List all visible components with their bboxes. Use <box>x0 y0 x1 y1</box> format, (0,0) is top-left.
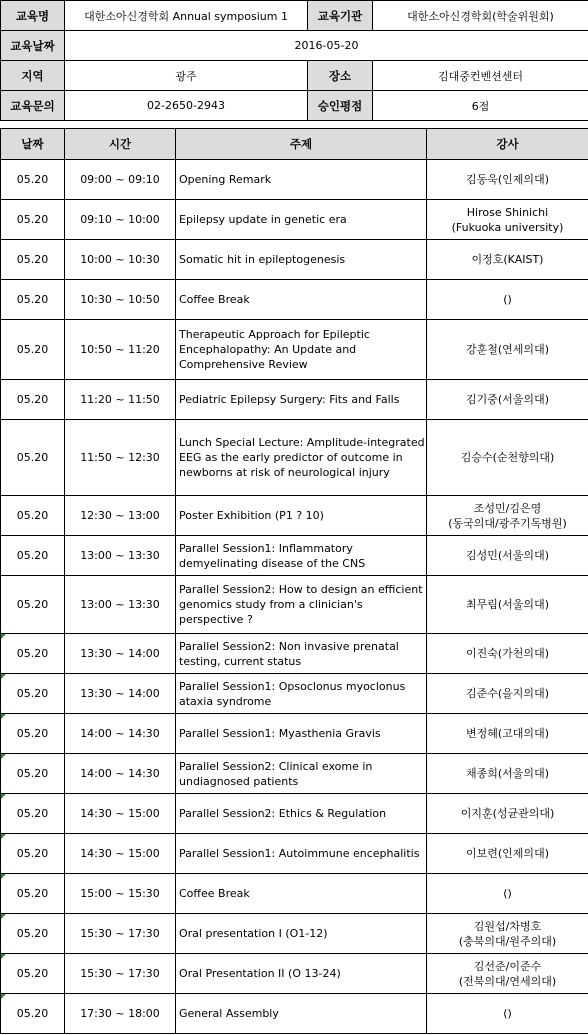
cell-time-text: 17:30 ~ 18:00 <box>80 1007 160 1020</box>
date-label: 교육날짜 <box>1 31 65 61</box>
cell-time-text: 10:00 ~ 10:30 <box>80 253 160 266</box>
cell-time-text: 10:50 ~ 11:20 <box>80 343 160 356</box>
cell-date <box>1 994 65 1034</box>
cell-date-text: 05.20 <box>16 293 49 306</box>
cell-time <box>65 794 176 834</box>
cell-time-text: 11:50 ~ 12:30 <box>80 451 160 464</box>
comment-marker-icon <box>1 714 6 719</box>
cell-speaker-text: 김선준/이준수 (전북의대/연세의대) <box>458 959 557 988</box>
cell-topic-text: Coffee Break <box>179 887 250 900</box>
cell-topic <box>176 914 427 954</box>
cell-date-text: 05.20 <box>16 727 49 740</box>
schedule-header-row <box>1 129 588 160</box>
cell-topic <box>176 994 427 1034</box>
region-label: 지역 <box>1 61 65 91</box>
comment-marker-icon <box>1 674 6 679</box>
schedule-table <box>0 128 588 1034</box>
header-speaker: 강사 <box>427 129 588 160</box>
date-value: 2016-05-20 <box>65 31 588 61</box>
table-row <box>1 280 588 320</box>
cell-date <box>1 754 65 794</box>
cell-speaker <box>427 240 588 280</box>
comment-marker-icon <box>1 874 6 879</box>
cell-topic-text: Parallel Session2: Non invasive prenatal testing, current status <box>179 639 399 668</box>
region-value: 광주 <box>65 61 308 91</box>
cell-time-text: 09:00 ~ 09:10 <box>80 173 160 186</box>
cell-speaker <box>427 674 588 714</box>
cell-topic-text: Parallel Session1: Myasthenia Gravis <box>179 727 381 740</box>
cell-topic-text: Lunch Special Lecture: Amplitude-integrated EEG as the early predictor of outcome in newborns at risk of neurological injury <box>179 436 425 479</box>
institution-value: 대한소아신경학회(학술위원회) <box>373 1 588 31</box>
cell-topic-text: Parallel Session2: Clinical exome in undiagnosed patients <box>179 759 373 788</box>
cell-date <box>1 380 65 420</box>
table-row <box>1 420 588 496</box>
cell-date-text: 05.20 <box>16 213 49 226</box>
cell-speaker-text: () <box>503 1007 512 1020</box>
cell-speaker-text: () <box>503 887 512 900</box>
cell-speaker-text: 이보련(인제의대) <box>466 847 549 860</box>
cell-time <box>65 674 176 714</box>
table-row <box>1 874 588 914</box>
header-time: 시간 <box>65 129 176 160</box>
cell-topic <box>176 496 427 536</box>
cell-topic <box>176 240 427 280</box>
table-row <box>1 794 588 834</box>
cell-date <box>1 280 65 320</box>
cell-topic <box>176 280 427 320</box>
cell-speaker-text: 최무림(서울의대) <box>466 598 549 611</box>
cell-time <box>65 914 176 954</box>
cell-speaker <box>427 634 588 674</box>
comment-marker-icon <box>1 754 6 759</box>
schedule-body <box>1 160 588 1034</box>
table-row <box>1 714 588 754</box>
cell-speaker <box>427 834 588 874</box>
cell-speaker <box>427 576 588 634</box>
cell-speaker <box>427 380 588 420</box>
cell-date <box>1 914 65 954</box>
table-row <box>1 200 588 240</box>
cell-date-text: 05.20 <box>16 598 49 611</box>
cell-time <box>65 280 176 320</box>
table-row <box>1 536 588 576</box>
cell-date <box>1 240 65 280</box>
cell-date-text: 05.20 <box>16 887 49 900</box>
cell-date <box>1 794 65 834</box>
cell-topic <box>176 754 427 794</box>
cell-topic-text: Opening Remark <box>179 173 272 186</box>
cell-time-text: 14:00 ~ 14:30 <box>80 727 160 740</box>
cell-time-text: 12:30 ~ 13:00 <box>80 509 160 522</box>
credits-label: 승인평점 <box>308 91 373 121</box>
comment-marker-icon <box>1 994 6 999</box>
cell-time-text: 15:00 ~ 15:30 <box>80 887 160 900</box>
cell-topic-text: Therapeutic Approach for Epileptic Encephalopathy: An Update and Comprehensive Review <box>179 328 370 371</box>
cell-time <box>65 200 176 240</box>
cell-time <box>65 634 176 674</box>
cell-date-text: 05.20 <box>16 807 49 820</box>
cell-date-text: 05.20 <box>16 927 49 940</box>
cell-date <box>1 576 65 634</box>
cell-time-text: 14:30 ~ 15:00 <box>80 847 160 860</box>
cell-time-text: 11:20 ~ 11:50 <box>80 393 160 406</box>
credits-value: 6점 <box>373 91 588 121</box>
cell-topic <box>176 954 427 994</box>
table-row <box>1 380 588 420</box>
table-row <box>1 160 588 200</box>
cell-speaker <box>427 320 588 380</box>
cell-topic-text: Parallel Session1: Inflammatory demyelinating disease of the CNS <box>179 541 366 570</box>
cell-time <box>65 994 176 1034</box>
cell-speaker-text: 이지훈(성균관의대) <box>460 807 555 820</box>
cell-time <box>65 380 176 420</box>
cell-date <box>1 954 65 994</box>
table-row <box>1 954 588 994</box>
institution-label: 교육기관 <box>308 1 373 31</box>
cell-speaker <box>427 794 588 834</box>
cell-speaker-text: 채종희(서울의대) <box>466 767 549 780</box>
cell-time-text: 14:00 ~ 14:30 <box>80 767 160 780</box>
table-row <box>1 914 588 954</box>
table-row <box>1 754 588 794</box>
cell-date-text: 05.20 <box>16 549 49 562</box>
cell-time-text: 13:00 ~ 13:30 <box>80 549 160 562</box>
table-row <box>1 994 588 1034</box>
cell-topic <box>176 200 427 240</box>
comment-marker-icon <box>1 834 6 839</box>
cell-time-text: 13:00 ~ 13:30 <box>80 598 160 611</box>
cell-date-text: 05.20 <box>16 451 49 464</box>
cell-time <box>65 496 176 536</box>
cell-speaker <box>427 994 588 1034</box>
cell-speaker-text: Hirose Shinichi (Fukuoka university) <box>451 205 564 234</box>
cell-speaker <box>427 914 588 954</box>
course-name-label: 교육명 <box>1 1 65 31</box>
cell-topic <box>176 674 427 714</box>
cell-date-text: 05.20 <box>16 767 49 780</box>
cell-speaker <box>427 536 588 576</box>
cell-speaker-text: 김준수(을지의대) <box>466 687 549 700</box>
course-name-value: 대한소아신경학회 Annual symposium 1 <box>65 1 308 31</box>
cell-topic-text: Parallel Session2: Ethics & Regulation <box>179 807 387 820</box>
cell-date-text: 05.20 <box>16 1007 49 1020</box>
cell-topic <box>176 160 427 200</box>
comment-marker-icon <box>1 954 6 959</box>
cell-topic-text: Parallel Session2: How to design an efficient genomics study from a clinician's perspective ? <box>179 583 423 626</box>
cell-speaker <box>427 200 588 240</box>
cell-date <box>1 874 65 914</box>
cell-time <box>65 834 176 874</box>
cell-time-text: 15:30 ~ 17:30 <box>80 927 160 940</box>
cell-date-text: 05.20 <box>16 343 49 356</box>
cell-topic <box>176 576 427 634</box>
header-date: 날짜 <box>1 129 65 160</box>
cell-topic-text: Oral presentation I (O1-12) <box>179 927 328 940</box>
cell-speaker-text: 변정혜(고대의대) <box>466 727 549 740</box>
cell-time <box>65 320 176 380</box>
cell-topic-text: Pediatric Epilepsy Surgery: Fits and Falls <box>179 393 400 406</box>
cell-date-text: 05.20 <box>16 253 49 266</box>
cell-time <box>65 420 176 496</box>
comment-marker-icon <box>1 634 6 639</box>
cell-topic <box>176 874 427 914</box>
cell-topic-text: Somatic hit in epileptogenesis <box>179 253 346 266</box>
cell-date <box>1 160 65 200</box>
cell-topic-text: Epilepsy update in genetic era <box>179 213 347 226</box>
cell-date-text: 05.20 <box>16 847 49 860</box>
cell-topic <box>176 794 427 834</box>
cell-topic-text: Poster Exhibition (P1 ? 10) <box>179 509 324 522</box>
cell-date-text: 05.20 <box>16 509 49 522</box>
cell-topic <box>176 714 427 754</box>
cell-time <box>65 714 176 754</box>
table-row <box>1 576 588 634</box>
cell-topic-text: Coffee Break <box>179 293 250 306</box>
cell-speaker-text: 이정호(KAIST) <box>471 253 544 266</box>
cell-time <box>65 160 176 200</box>
comment-marker-icon <box>1 794 6 799</box>
cell-time <box>65 536 176 576</box>
cell-time <box>65 954 176 994</box>
cell-date-text: 05.20 <box>16 967 49 980</box>
cell-speaker-text: 김동욱(인제의대) <box>466 173 549 186</box>
table-row <box>1 674 588 714</box>
cell-time <box>65 240 176 280</box>
header-topic: 주제 <box>176 129 427 160</box>
cell-topic <box>176 420 427 496</box>
cell-speaker-text: 강훈철(연세의대) <box>466 343 549 356</box>
cell-topic <box>176 536 427 576</box>
cell-topic <box>176 634 427 674</box>
table-row <box>1 320 588 380</box>
cell-speaker <box>427 874 588 914</box>
cell-time-text: 15:30 ~ 17:30 <box>80 967 160 980</box>
cell-date <box>1 834 65 874</box>
cell-topic-text: General Assembly <box>179 1007 279 1020</box>
cell-topic <box>176 834 427 874</box>
comment-marker-icon <box>1 914 6 919</box>
venue-value: 김대중컨벤션센터 <box>373 61 588 91</box>
cell-date <box>1 200 65 240</box>
inquiry-label: 교육문의 <box>1 91 65 121</box>
cell-topic <box>176 320 427 380</box>
cell-speaker-text: () <box>503 293 512 306</box>
cell-speaker <box>427 714 588 754</box>
cell-topic-text: Oral Presentation II (O 13-24) <box>179 967 341 980</box>
cell-time <box>65 874 176 914</box>
cell-date <box>1 420 65 496</box>
venue-label: 장소 <box>308 61 373 91</box>
cell-speaker <box>427 754 588 794</box>
cell-speaker-text: 김성민(서울의대) <box>466 549 549 562</box>
cell-date <box>1 674 65 714</box>
course-info-table <box>0 0 588 121</box>
cell-topic <box>176 380 427 420</box>
cell-time-text: 10:30 ~ 10:50 <box>80 293 160 306</box>
cell-speaker <box>427 496 588 536</box>
cell-date <box>1 714 65 754</box>
cell-speaker-text: 김승수(순천향의대) <box>460 451 555 464</box>
cell-time-text: 13:30 ~ 14:00 <box>80 687 160 700</box>
cell-time-text: 14:30 ~ 15:00 <box>80 807 160 820</box>
cell-topic-text: Parallel Session1: Autoimmune encephalitis <box>179 847 420 860</box>
cell-speaker-text: 이진숙(가천의대) <box>466 647 549 660</box>
cell-time-text: 13:30 ~ 14:00 <box>80 647 160 660</box>
cell-date <box>1 634 65 674</box>
cell-time <box>65 754 176 794</box>
table-row <box>1 496 588 536</box>
cell-speaker <box>427 420 588 496</box>
table-row <box>1 634 588 674</box>
cell-date-text: 05.20 <box>16 687 49 700</box>
cell-speaker <box>427 160 588 200</box>
table-row <box>1 240 588 280</box>
cell-speaker-text: 조성민/김은영 (동국의대/광주기독병원) <box>448 501 567 530</box>
cell-date-text: 05.20 <box>16 173 49 186</box>
cell-date-text: 05.20 <box>16 647 49 660</box>
cell-time-text: 09:10 ~ 10:00 <box>80 213 160 226</box>
table-row <box>1 834 588 874</box>
cell-date <box>1 320 65 380</box>
cell-topic-text: Parallel Session1: Opsoclonus myoclonus ataxia syndrome <box>179 679 406 708</box>
cell-speaker-text: 김원섭/차병호 (충북의대/원주의대) <box>458 919 557 948</box>
cell-time <box>65 576 176 634</box>
cell-speaker <box>427 954 588 994</box>
cell-speaker-text: 김기중(서울의대) <box>466 393 549 406</box>
cell-date-text: 05.20 <box>16 393 49 406</box>
inquiry-value: 02-2650-2943 <box>65 91 308 121</box>
cell-speaker <box>427 280 588 320</box>
cell-date <box>1 536 65 576</box>
cell-date <box>1 496 65 536</box>
